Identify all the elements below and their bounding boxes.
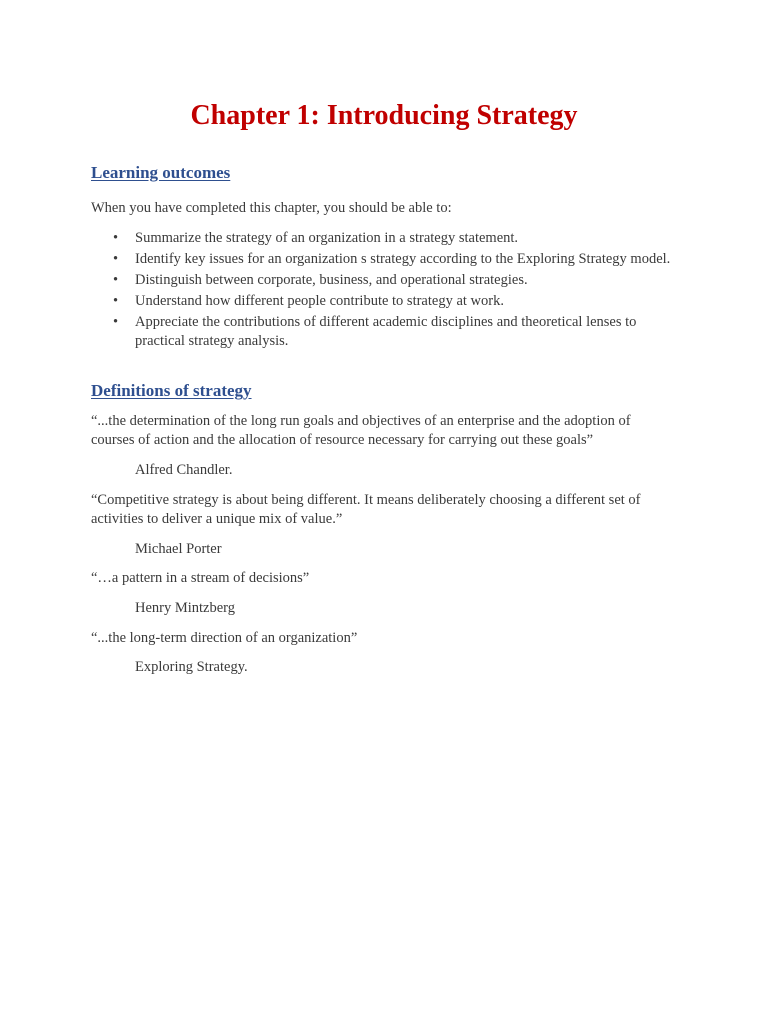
list-item [91, 229, 671, 248]
list-item [91, 271, 671, 290]
learning-outcomes-list [91, 229, 671, 353]
bullet-icon: • [113, 272, 119, 288]
list-item-text: Summarize the strategy of an organization in a strategy statement. [135, 230, 519, 246]
definition-quote: “...the determination of the long run goals and objectives of an enterprise and the adoption of courses of action and the allocation of resource necessary for carrying out these goals” [91, 413, 631, 448]
list-item [91, 292, 671, 311]
definition-quote: “…a pattern in a stream of decisions” [91, 570, 310, 586]
bullet-icon: • [113, 293, 119, 309]
definition-quote: “...the long-term direction of an organization” [91, 630, 358, 646]
list-item-text: Understand how different people contribute to strategy at work. [135, 293, 504, 309]
quote-author: Alfred Chandler. [135, 462, 233, 478]
definition-quote: “Competitive strategy is about being different. It means deliberately choosing a different set of activities to deliver a unique mix of value.” [91, 492, 641, 527]
bullet-icon: • [113, 230, 119, 246]
learning-outcomes-heading: Learning outcomes [91, 163, 231, 182]
list-item [91, 250, 671, 269]
list-item [91, 313, 671, 351]
bullet-icon: • [113, 314, 119, 330]
bullet-icon: • [113, 251, 119, 267]
quote-author: Michael Porter [135, 541, 222, 557]
quote-author: Henry Mintzberg [135, 600, 235, 616]
quote-author: Exploring Strategy. [135, 659, 248, 675]
definitions-heading: Definitions of strategy [91, 381, 252, 400]
list-item-text: Identify key issues for an organization s strategy according to the Exploring Strategy model. [135, 251, 671, 267]
chapter-title: Chapter 1: Introducing Strategy [190, 100, 578, 131]
learning-outcomes-intro: When you have completed this chapter, you should be able to: [91, 200, 452, 216]
list-item-text: Appreciate the contributions of different academic disciplines and theoretical lenses to practical strategy analysis. [135, 314, 637, 349]
list-item-text: Distinguish between corporate, business, and operational strategies. [135, 272, 528, 288]
